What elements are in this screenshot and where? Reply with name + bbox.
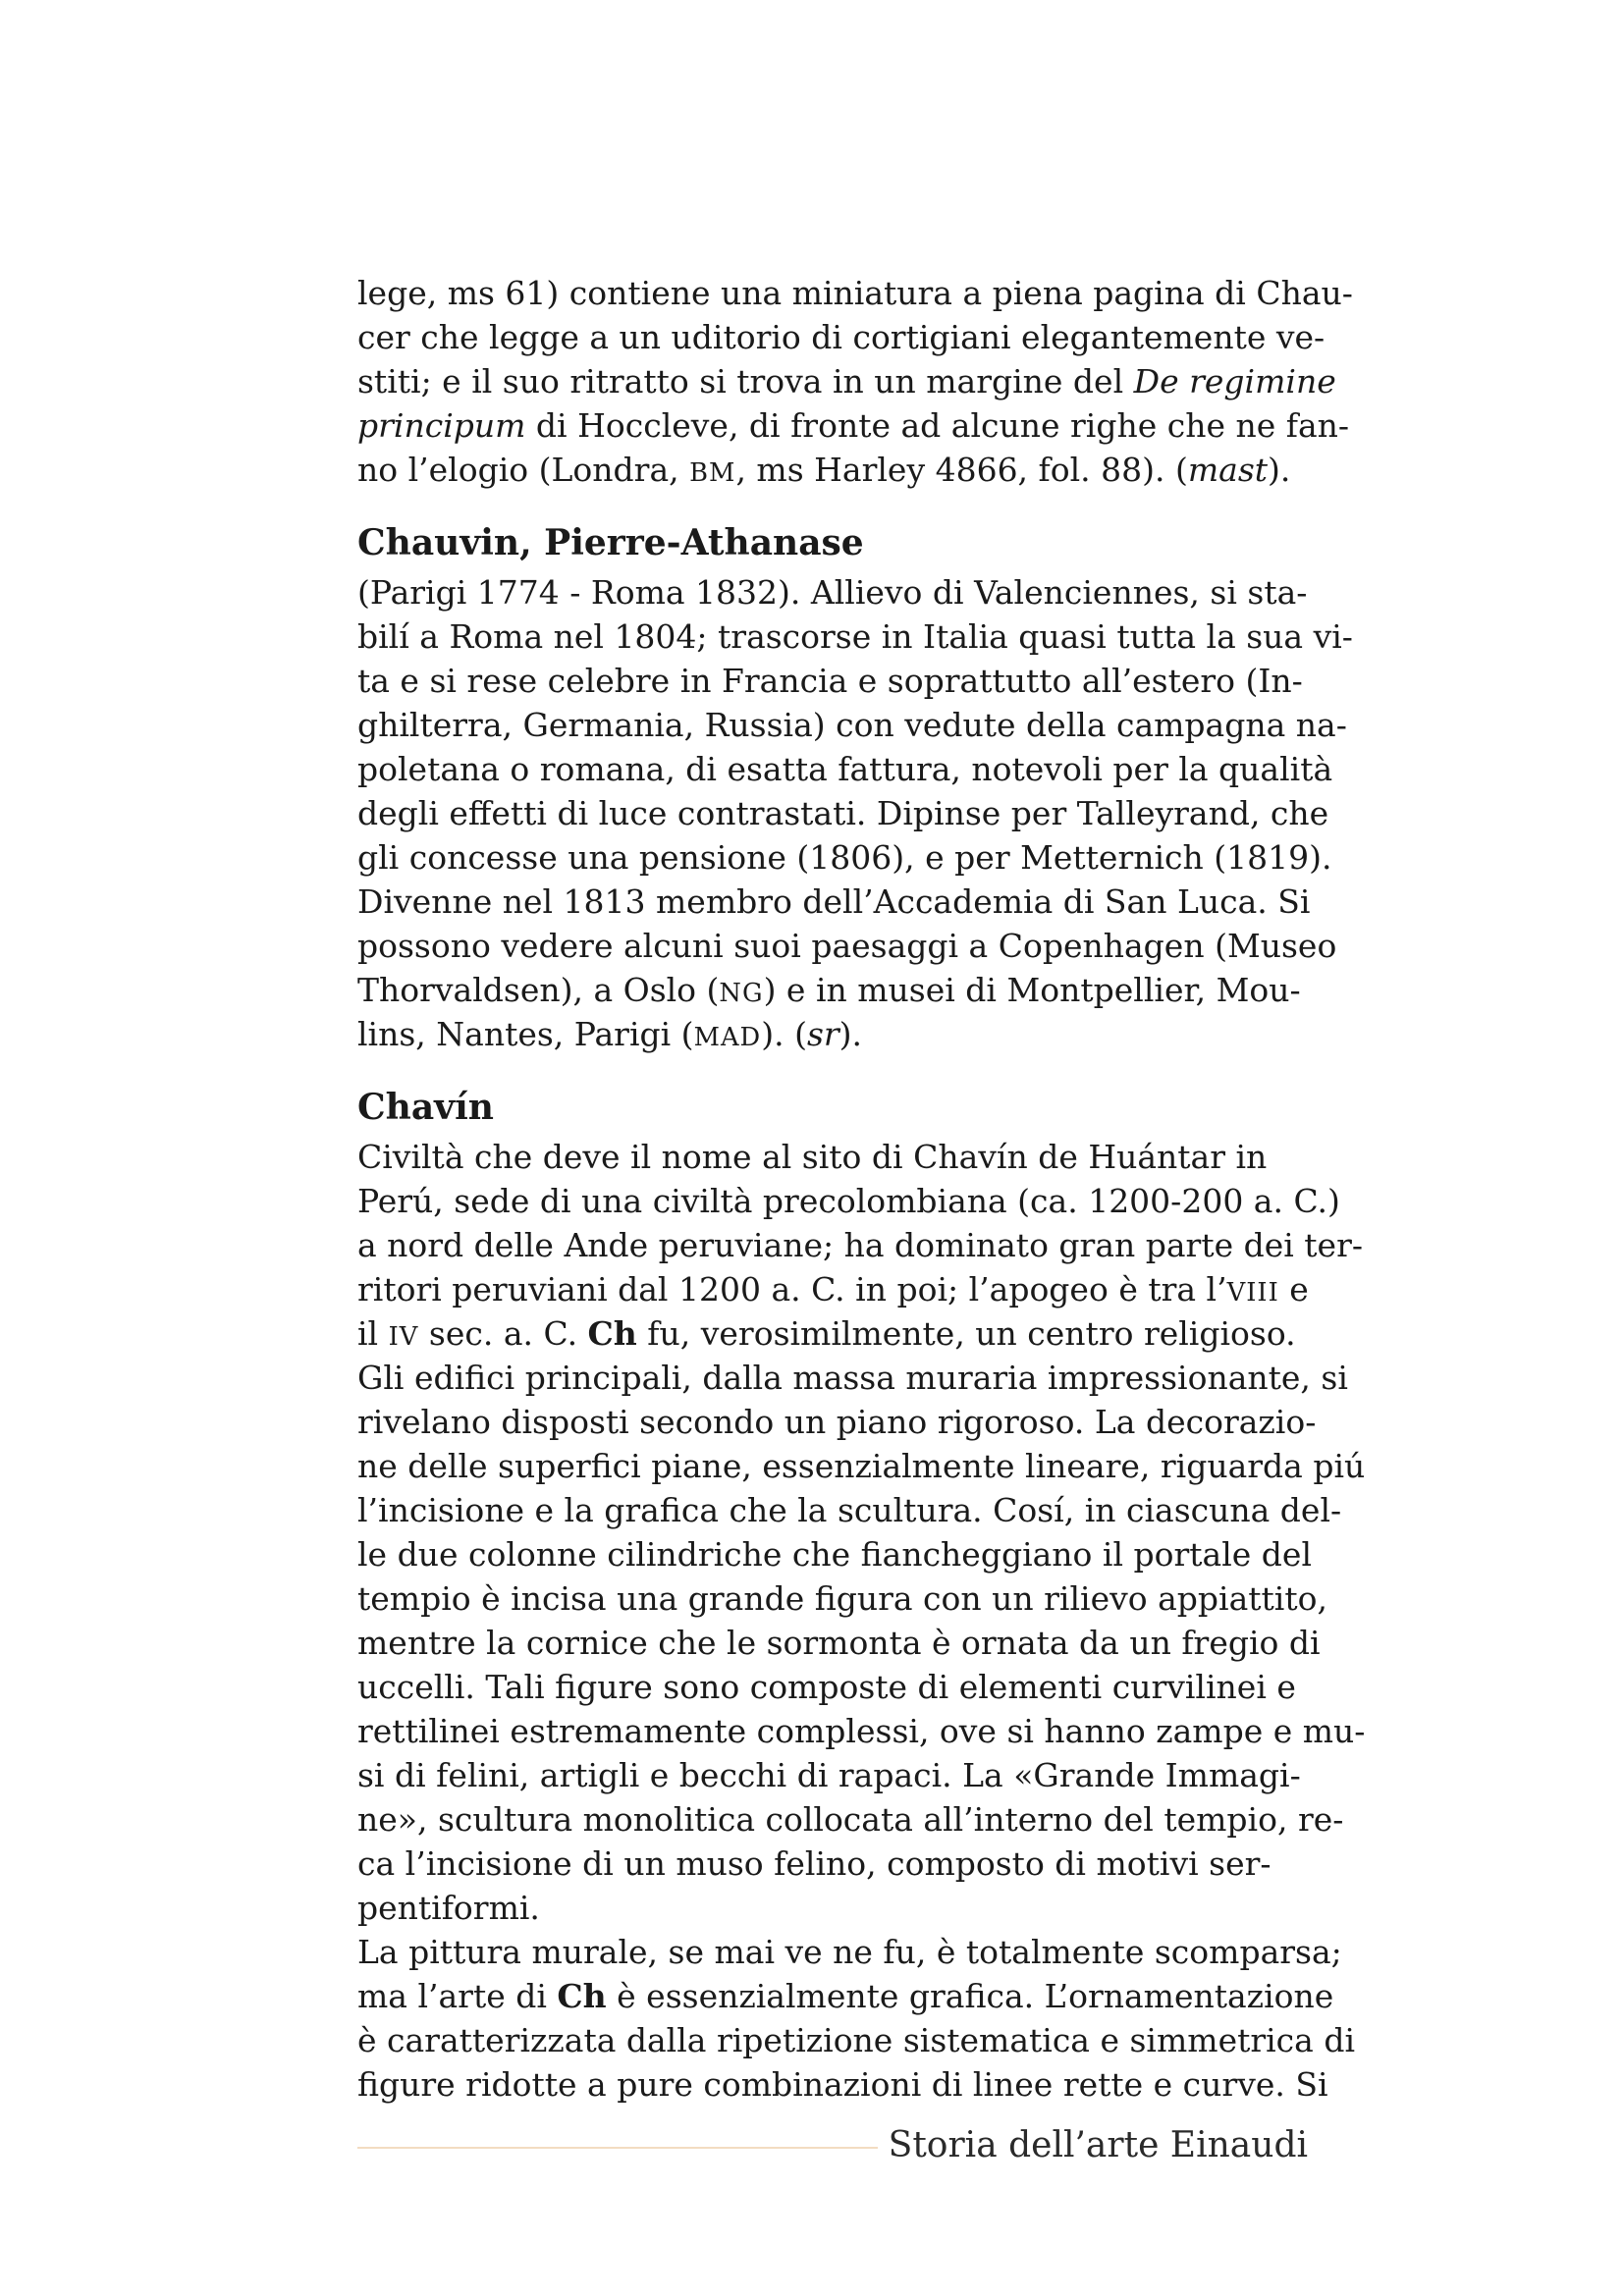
entry-chavin [357, 1084, 1366, 2107]
text-line: Perú, sede di una civiltà precolombiana (ca. 1200-200 a. C.) [357, 1182, 1340, 1220]
abbreviation: BM [689, 458, 736, 488]
page-body [357, 271, 1366, 2107]
text-line: poletana o romana, di esatta fattura, notevoli per la qualità [357, 750, 1333, 788]
text-line: ritori peruviani dal 1200 a. C. in poi; l’apogeo è tra l’VIII e [357, 1270, 1309, 1308]
text-line: pentiformi. [357, 1889, 540, 1927]
text-line: figure ridotte a pure combinazioni di linee rette e curve. Si [357, 2065, 1328, 2104]
text-line: le due colonne cilindriche che fiancheggiano il portale del [357, 1535, 1313, 1574]
text-line: ta e si rese celebre in Francia e soprattutto all’estero (In- [357, 662, 1303, 700]
italic-title: De regimine [1133, 362, 1336, 400]
text-line: gli concesse una pensione (1806), e per Metternich (1819). [357, 838, 1332, 877]
text-line: ma l’arte di Ch è essenzialmente grafica. L’ornamentazione [357, 1977, 1334, 2015]
text-line: possono vedere alcuni suoi paesaggi a Copenhagen (Museo [357, 927, 1337, 965]
text-line: si di felini, artigli e becchi di rapaci. La «Grande Immagi- [357, 1756, 1301, 1794]
text-line: lege, ms 61) contiene una miniatura a piena pagina di Chau- [357, 274, 1353, 312]
text-line: lins, Nantes, Parigi (MAD). (sr). [357, 1015, 863, 1053]
entry-heading: Chavín [357, 1087, 494, 1128]
author-initials: mast [1187, 451, 1269, 489]
text-line: l’incisione e la grafica che la scultura. Cosí, in ciascuna del- [357, 1491, 1342, 1529]
footer-rule [357, 2147, 878, 2149]
entry-abbreviation: Ch [557, 1977, 607, 2015]
text-line: mentre la cornice che le sormonta è ornata da un fregio di [357, 1624, 1321, 1662]
page-footer [357, 2122, 1308, 2169]
text-line: ca l’incisione di un muso felino, composto di motivi ser- [357, 1844, 1271, 1883]
text-line: no l’elogio (Londra, BM, ms Harley 4866, fol. 88). (mast). [357, 451, 1291, 489]
text-line: ne», scultura monolitica collocata all’interno del tempio, re- [357, 1800, 1344, 1839]
abbreviation: MAD [693, 1023, 762, 1052]
text-line: Divenne nel 1813 membro dell’Accademia di San Luca. Si [357, 882, 1311, 921]
text-line: stiti; e il suo ritratto si trova in un margine del De regimine [357, 362, 1336, 400]
text-line: uccelli. Tali figure sono composte di elementi curvilinei e [357, 1668, 1296, 1706]
roman-numeral: VIII [1226, 1278, 1279, 1308]
text-line: rivelano disposti secondo un piano rigoroso. La decorazio- [357, 1403, 1317, 1441]
text-line: il IV sec. a. C. Ch fu, verosimilmente, un centro religioso. [357, 1314, 1296, 1353]
footer-title: Storia dell’arte Einaudi [888, 2125, 1308, 2165]
text-line: a nord delle Ande peruviane; ha dominato gran parte dei ter- [357, 1226, 1364, 1264]
text-line: ghilterra, Germania, Russia) con vedute della campagna na- [357, 706, 1347, 744]
text-line: rettilinei estremamente complessi, ove si hanno zampe e mu- [357, 1712, 1366, 1750]
italic-title: principum [357, 406, 526, 445]
abbreviation: NG [719, 979, 764, 1008]
text-line: Gli edifici principali, dalla massa muraria impressionante, si [357, 1359, 1348, 1397]
entry-chauvin [357, 519, 1353, 1056]
text-line: bilí a Roma nel 1804; trascorse in Italia quasi tutta la sua vi- [357, 617, 1353, 656]
text-line: Thorvaldsen), a Oslo (NG) e in musei di Montpellier, Mou- [357, 971, 1301, 1009]
text-line: degli effetti di luce contrastati. Dipinse per Talleyrand, che [357, 794, 1329, 832]
intro-paragraph [357, 271, 1353, 492]
text-line: (Parigi 1774 - Roma 1832). Allievo di Valenciennes, si sta- [357, 573, 1308, 612]
text-line: principum di Hoccleve, di fronte ad alcune righe che ne fan- [357, 406, 1350, 445]
text-line: è caratterizzata dalla ripetizione sistematica e simmetrica di [357, 2021, 1356, 2059]
author-initials: sr [806, 1015, 839, 1053]
entry-heading: Chauvin, Pierre-Athanase [357, 522, 864, 563]
text-line: ne delle superfici piane, essenzialmente lineare, riguarda piú [357, 1447, 1366, 1485]
text-line: Civiltà che deve il nome al sito di Chavín de Huántar in [357, 1138, 1268, 1176]
roman-numeral: IV [388, 1322, 419, 1352]
entry-abbreviation: Ch [587, 1314, 637, 1353]
text-line: La pittura murale, se mai ve ne fu, è totalmente scomparsa; [357, 1933, 1342, 1971]
text-line: tempio è incisa una grande figura con un rilievo appiattito, [357, 1579, 1327, 1618]
text-line: cer che legge a un uditorio di cortigiani elegantemente ve- [357, 318, 1325, 356]
